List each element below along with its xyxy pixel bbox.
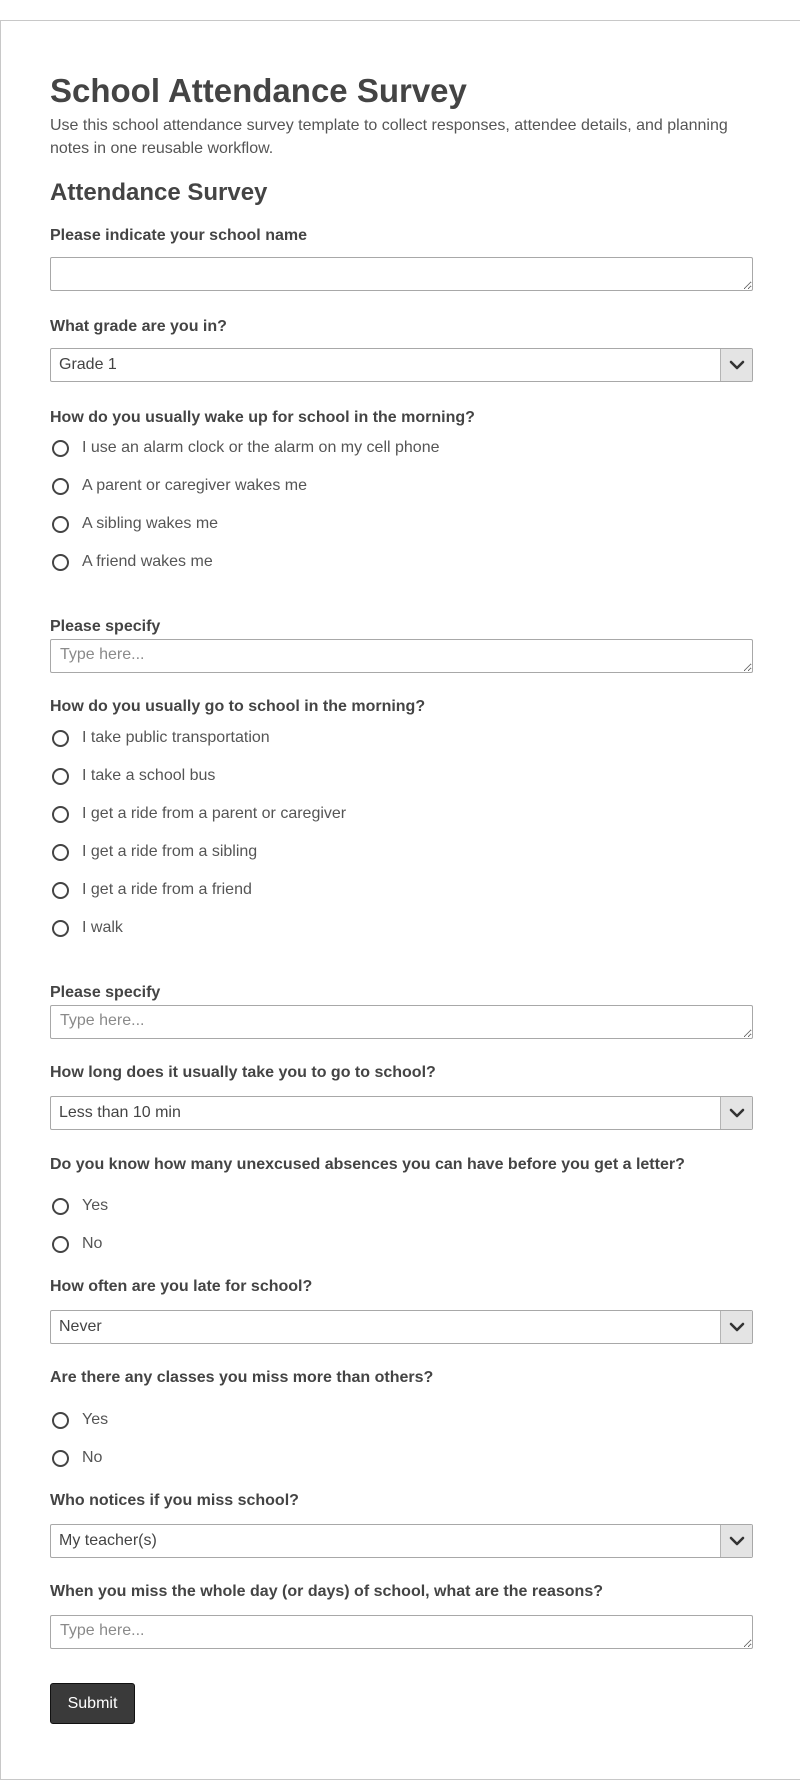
school-name-label: Please indicate your school name xyxy=(50,227,307,244)
radio-button[interactable] xyxy=(52,1450,69,1467)
radio-button[interactable] xyxy=(52,554,69,571)
go-to-school-option[interactable] xyxy=(50,802,346,826)
chevron-down-icon[interactable] xyxy=(720,1097,752,1129)
absences-known-option-label: Yes xyxy=(82,1197,109,1214)
radio-button[interactable] xyxy=(52,1412,69,1429)
wake-specify-input[interactable] xyxy=(50,639,753,673)
go-specify-field-wrap xyxy=(50,1005,753,1044)
wake-up-option[interactable] xyxy=(50,550,213,574)
absences-known-label: Do you know how many unexcused absences you can have before you get a letter? xyxy=(50,1156,685,1173)
go-specify-input[interactable] xyxy=(50,1005,753,1039)
go-to-school-option-label: I walk xyxy=(82,919,123,936)
wake-up-option-label: A parent or caregiver wakes me xyxy=(82,477,307,494)
miss-classes-option[interactable] xyxy=(50,1408,108,1432)
grade-select-value: Grade 1 xyxy=(59,356,117,373)
go-to-school-option[interactable] xyxy=(50,764,215,788)
grade-select[interactable] xyxy=(50,348,753,382)
go-to-school-option[interactable] xyxy=(50,840,257,864)
submit-button[interactable]: Submit xyxy=(50,1683,135,1724)
late-often-label: How often are you late for school? xyxy=(50,1278,313,1295)
late-often-select-value: Never xyxy=(59,1318,102,1335)
who-notices-label: Who notices if you miss school? xyxy=(50,1492,299,1509)
miss-classes-option-label: No xyxy=(82,1449,103,1466)
radio-button[interactable] xyxy=(52,844,69,861)
go-to-school-option[interactable] xyxy=(50,916,123,940)
miss-reasons-field-wrap xyxy=(50,1615,753,1654)
wake-up-option-label: I use an alarm clock or the alarm on my cell phone xyxy=(82,439,440,456)
miss-classes-option[interactable] xyxy=(50,1446,102,1470)
go-to-school-option[interactable] xyxy=(50,878,252,902)
absences-known-option-label: No xyxy=(82,1235,103,1252)
absences-known-option[interactable] xyxy=(50,1194,108,1218)
absences-known-option[interactable] xyxy=(50,1232,102,1256)
go-to-school-option-label: I take public transportation xyxy=(82,729,270,746)
form-title: School Attendance Survey xyxy=(50,72,467,109)
wake-up-option[interactable] xyxy=(50,474,307,498)
wake-specify-field-wrap xyxy=(50,639,753,678)
radio-button[interactable] xyxy=(52,920,69,937)
radio-button[interactable] xyxy=(52,730,69,747)
go-to-school-label: How do you usually go to school in the morning? xyxy=(50,698,426,715)
radio-button[interactable] xyxy=(52,1198,69,1215)
wake-up-option-label: A friend wakes me xyxy=(82,553,213,570)
radio-button[interactable] xyxy=(52,1236,69,1253)
radio-button[interactable] xyxy=(52,806,69,823)
who-notices-select[interactable] xyxy=(50,1524,753,1558)
chevron-down-icon[interactable] xyxy=(720,349,752,381)
go-specify-label: Please specify xyxy=(50,984,161,1001)
radio-button[interactable] xyxy=(52,516,69,533)
late-often-select[interactable] xyxy=(50,1310,753,1344)
school-name-field-wrap xyxy=(50,257,753,296)
wake-up-label: How do you usually wake up for school in the morning? xyxy=(50,409,475,426)
radio-button[interactable] xyxy=(52,882,69,899)
radio-button[interactable] xyxy=(52,478,69,495)
who-notices-select-value: My teacher(s) xyxy=(59,1532,157,1549)
go-to-school-option-label: I take a school bus xyxy=(82,767,216,784)
go-to-school-option-label: I get a ride from a friend xyxy=(82,881,252,898)
miss-classes-label: Are there any classes you miss more than others? xyxy=(50,1369,434,1386)
section-title: Attendance Survey xyxy=(50,179,268,206)
go-to-school-option-label: I get a ride from a sibling xyxy=(82,843,258,860)
wake-up-option-label: A sibling wakes me xyxy=(82,515,219,532)
wake-up-option[interactable] xyxy=(50,436,440,460)
travel-time-select-value: Less than 10 min xyxy=(59,1104,181,1121)
survey-card xyxy=(0,20,800,1780)
miss-reasons-label: When you miss the whole day (or days) of school, what are the reasons? xyxy=(50,1583,603,1600)
radio-button[interactable] xyxy=(52,768,69,785)
miss-classes-option-label: Yes xyxy=(82,1411,109,1428)
wake-up-option[interactable] xyxy=(50,512,218,536)
wake-specify-label: Please specify xyxy=(50,618,161,635)
miss-reasons-input[interactable] xyxy=(50,1615,753,1649)
radio-button[interactable] xyxy=(52,440,69,457)
school-name-input[interactable] xyxy=(50,257,753,291)
form-description: Use this school attendance survey template to collect responses, attendee details, and planning notes in one reusable workflow. xyxy=(50,117,728,157)
chevron-down-icon[interactable] xyxy=(720,1311,752,1343)
grade-label: What grade are you in? xyxy=(50,318,227,335)
travel-time-select[interactable] xyxy=(50,1096,753,1130)
chevron-down-icon[interactable] xyxy=(720,1525,752,1557)
go-to-school-option-label: I get a ride from a parent or caregiver xyxy=(82,805,347,822)
travel-time-label: How long does it usually take you to go to school? xyxy=(50,1064,436,1081)
go-to-school-option[interactable] xyxy=(50,726,270,750)
